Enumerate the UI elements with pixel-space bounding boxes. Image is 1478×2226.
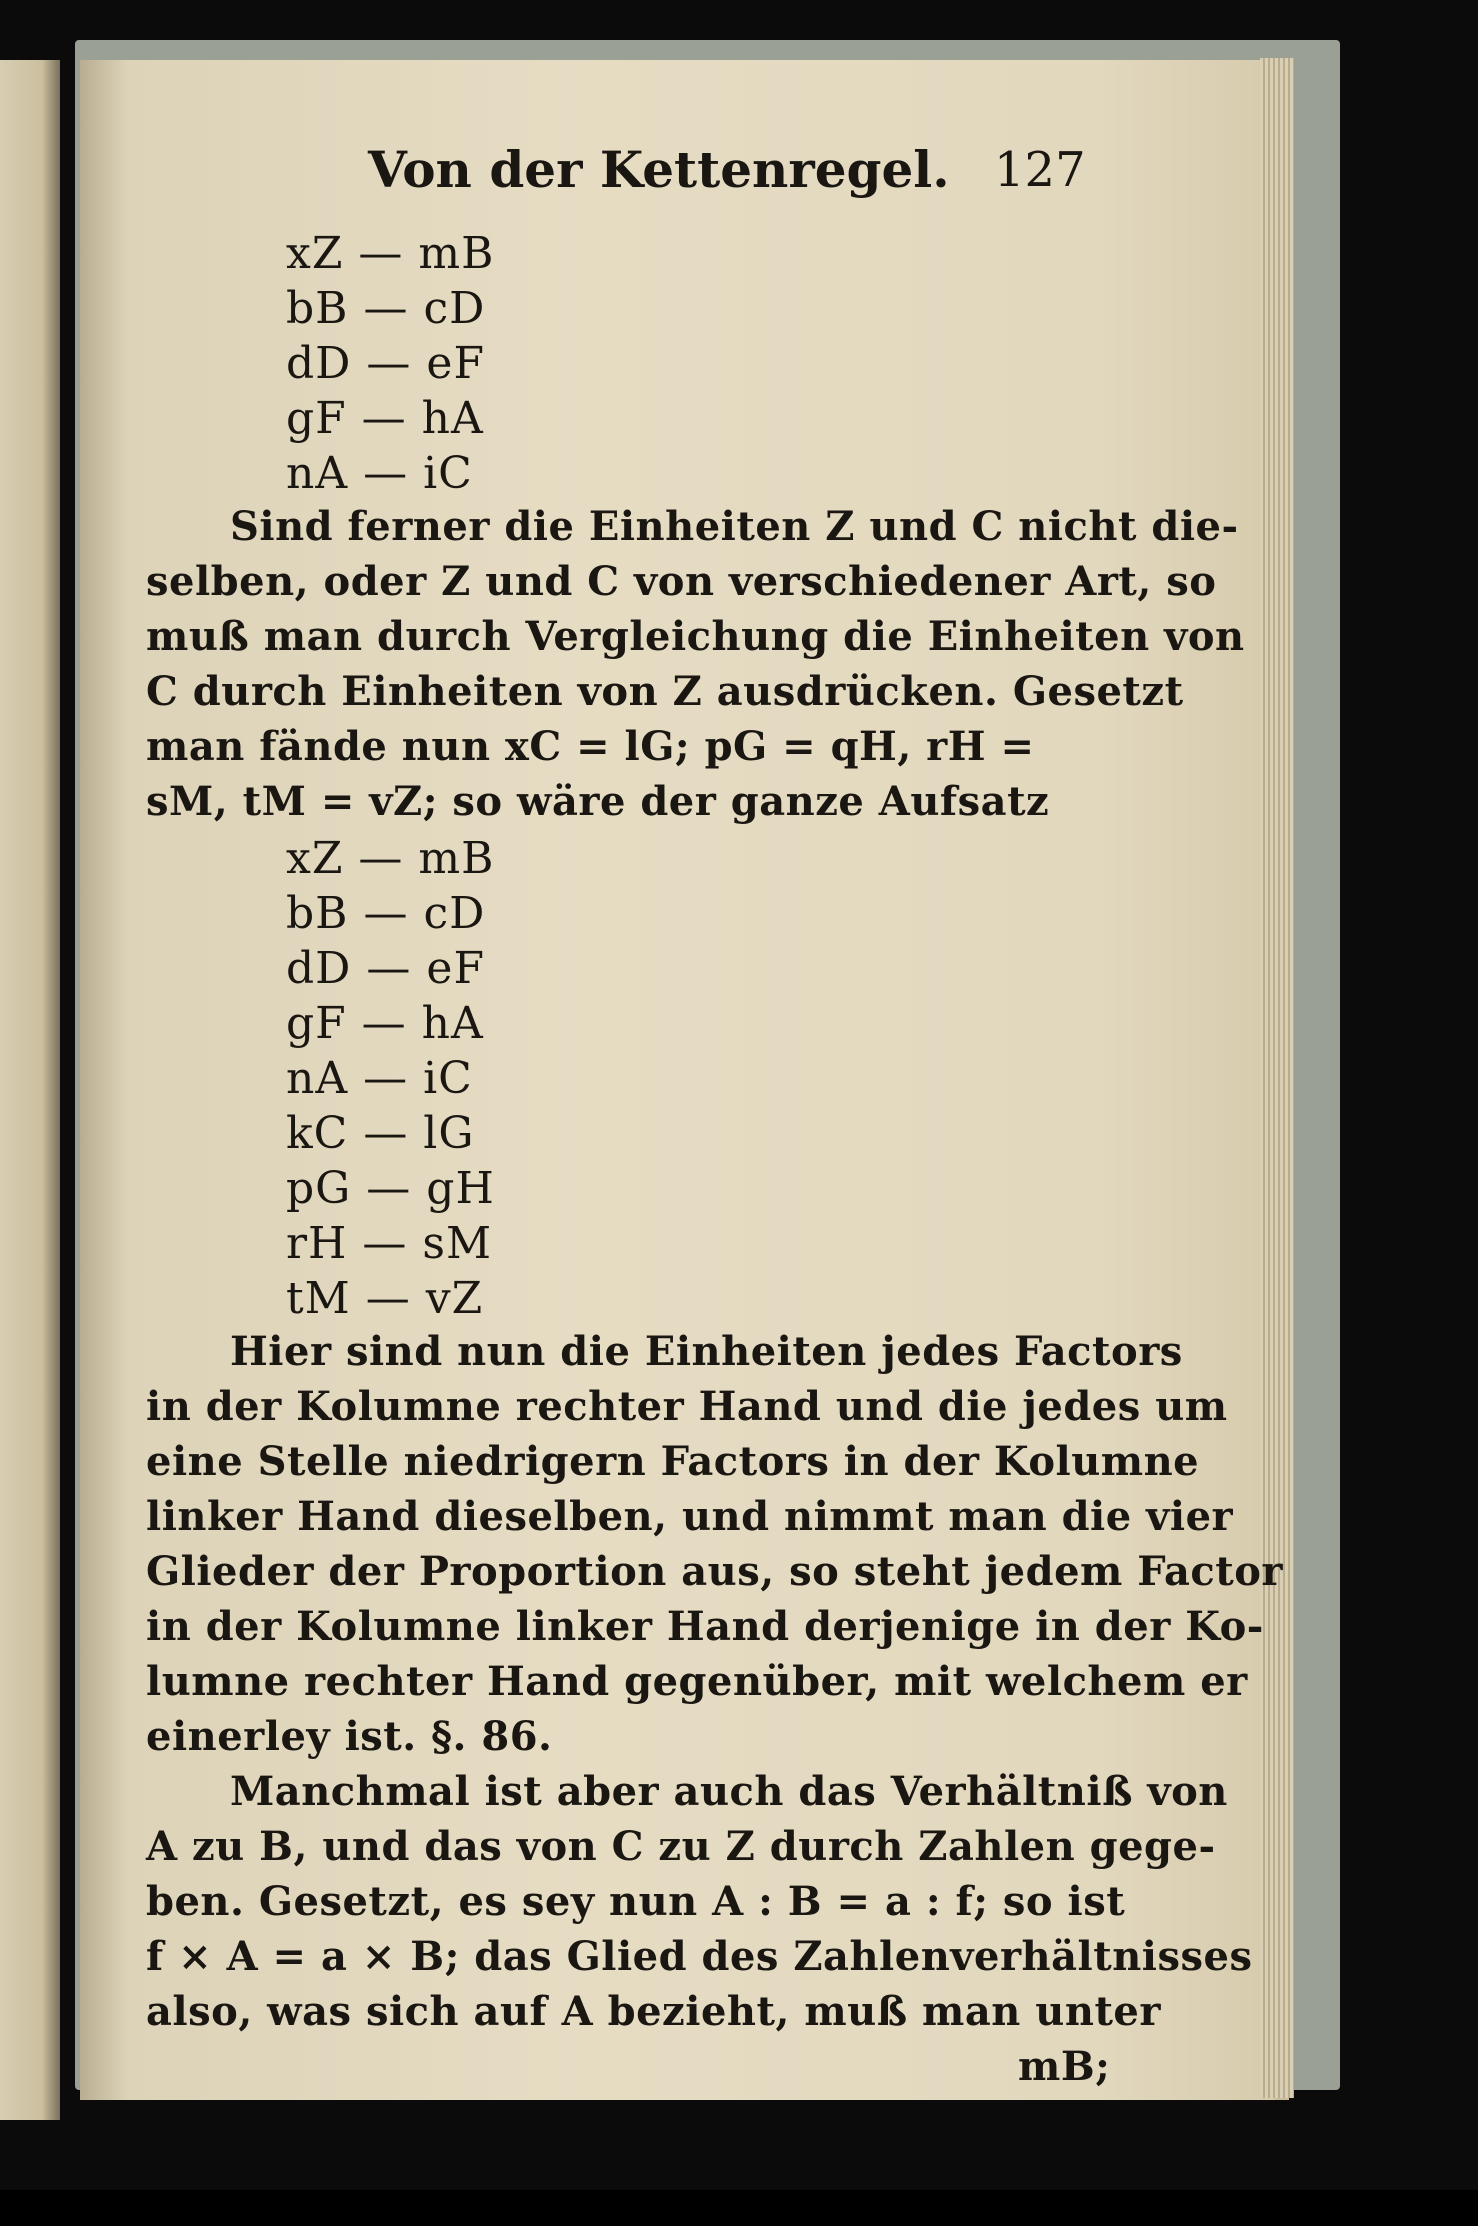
catchword: mB; xyxy=(1018,2043,1111,2090)
text-line: Glieder der Proportion aus, so steht jedem Factor xyxy=(146,1548,1283,1595)
text-line: Hier sind nun die Einheiten jedes Factors xyxy=(230,1328,1183,1375)
chain-line: xZ — mB xyxy=(286,228,495,279)
text-line: also, was sich auf A bezieht, muß man unter xyxy=(146,1988,1161,2035)
text-line: Manchmal ist aber auch das Verhältniß von xyxy=(230,1768,1228,1815)
text-line: ben. Gesetzt, es sey nun A : B = a : f; so ist xyxy=(146,1878,1126,1925)
chain-line: tM — vZ xyxy=(286,1273,484,1324)
text-line: in der Kolumne linker Hand derjenige in der Ko- xyxy=(146,1603,1264,1650)
text-line: C durch Einheiten von Z ausdrücken. Gesetzt xyxy=(146,668,1184,715)
chain-line: bB — cD xyxy=(286,283,486,334)
text-line: einerley ist. §. 86. xyxy=(146,1713,553,1760)
chain-line: gF — hA xyxy=(286,393,484,444)
text-line: selben, oder Z und C von verschiedener Art, so xyxy=(146,558,1217,605)
chain-line: rH — sM xyxy=(286,1218,493,1269)
text-line: eine Stelle niedrigern Factors in der Kolumne xyxy=(146,1438,1200,1485)
chain-line: bB — cD xyxy=(286,888,486,939)
chain-line: nA — iC xyxy=(286,1053,473,1104)
chain-line: pG — gH xyxy=(286,1163,495,1214)
chain-line: nA — iC xyxy=(286,448,473,499)
text-line: A zu B, und das von C zu Z durch Zahlen gege- xyxy=(146,1823,1216,1870)
chain-line: kC — lG xyxy=(286,1108,475,1159)
scan-bottom-edge xyxy=(0,2190,1478,2226)
page-edges xyxy=(1260,58,1294,2098)
text-line: lumne rechter Hand gegenüber, mit welchem er xyxy=(146,1658,1248,1705)
text-line: linker Hand dieselben, und nimmt man die vier xyxy=(146,1493,1234,1540)
chain-line: xZ — mB xyxy=(286,833,495,884)
running-title: Von der Kettenregel. xyxy=(368,140,950,199)
chain-line: dD — eF xyxy=(286,943,485,994)
chain-line: gF — hA xyxy=(286,998,484,1049)
text-line: man fände nun xC = lG; pG = qH, rH = xyxy=(146,723,1035,770)
left-page-edge xyxy=(0,60,60,2120)
text-line: muß man durch Vergleichung die Einheiten von xyxy=(146,613,1245,660)
chain-line: dD — eF xyxy=(286,338,485,389)
text-line: f × A = a × B; das Glied des Zahlenverhältnisses xyxy=(146,1933,1253,1980)
text-line: Sind ferner die Einheiten Z und C nicht die- xyxy=(230,503,1239,550)
text-line: in der Kolumne rechter Hand und die jedes um xyxy=(146,1383,1228,1430)
page-number: 127 xyxy=(994,142,1086,198)
text-line: sM, tM = vZ; so wäre der ganze Aufsatz xyxy=(146,778,1050,825)
